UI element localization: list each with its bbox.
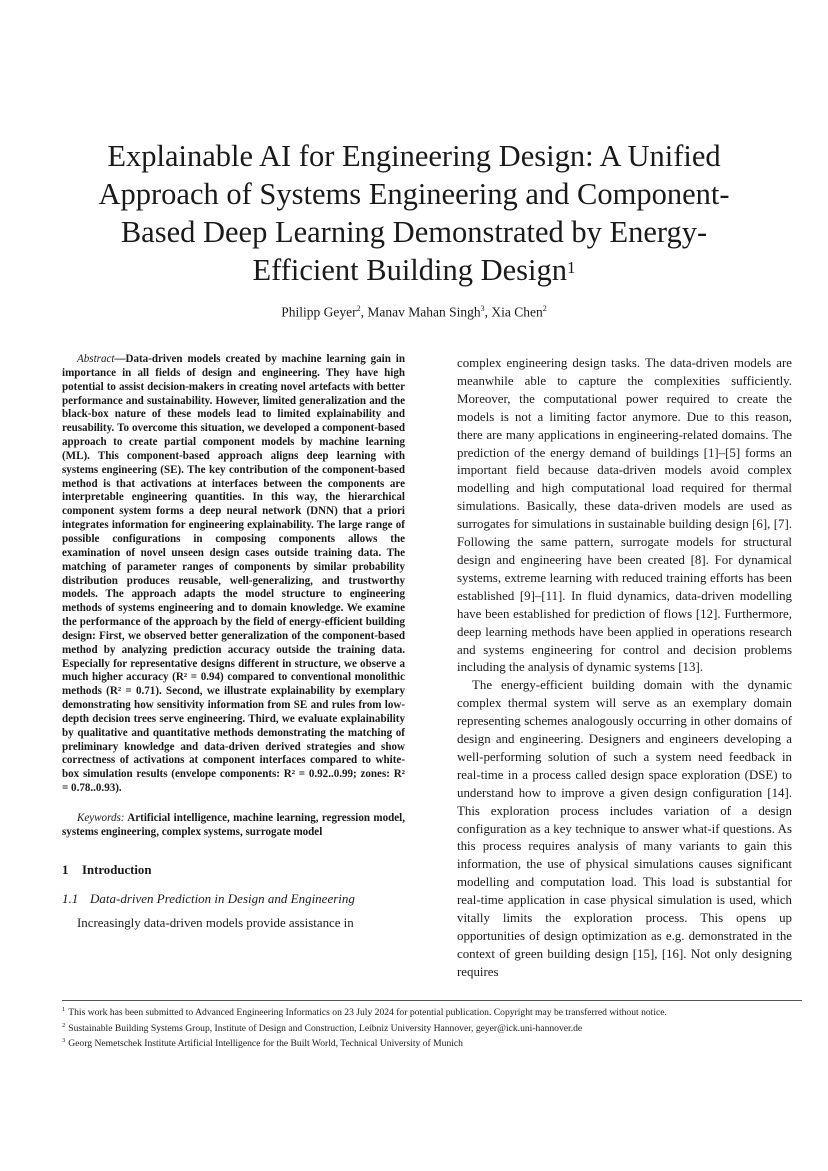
subsection-title: Data-driven Prediction in Design and Engineering [90,890,355,906]
title-line-2: Approach of Systems Engineering and Component- [98,177,730,211]
intro-paragraph-2: The energy-efficient building domain with the dynamic complex thermal system will serve as an exemplary domain representing schemes analogously occurring in other domains of design and engineering. Designers and engineers developing a well-performing solution of such a system need feedback in real-time in a process called design space exploration (DSE) to understand how to improve a given design configuration [14]. This exploration process includes variation of a design configuration as a key technique to answer what-if questions. As this process requires analysis of many variants to gain this information, the use of physical simulations causes significant modelling and computation load. This load is substantial for real-time application in case physical simulation is used, which vitally limits the exploration process. This opens up opportunities of design optimization as e.g. demonstrated in the context of green building design [15], [16]. Not only designing requires [457,678,792,979]
subsection-number: 1.1 [62,890,79,906]
intro-paragraph-continued: complex engineering design tasks. The data-driven models are meanwhile able to capture the complexities sufficiently. Moreover, the computational power required to create the models is not a limiting factor anymore. Due to this reason, there are many applications in engineering-related domains. The prediction of the energy demand of buildings [1]–[5] forms an important field because data-driven models avoid complex modelling and high computational load required for thermal simulations. Basically, these data-driven models are used as surrogates for simulations in sustainable building design [6], [7]. Following the same pattern, surrogate models for structural design and engineering have been created [8]. For dynamical systems, extreme learning with reduced training efforts has been established [9]–[11]. In fluid dynamics, data-driven modelling have been established for prediction of flows [12]. Furthermore, deep learning methods have been applied in operations research and systems engineering for control and decision problems including the analysis of dynamic systems [13]. [457,356,792,675]
left-column [62,353,405,933]
keywords-label: Keywords: [77,812,125,824]
right-column [457,355,792,982]
footnote-mark: 3 [62,1037,66,1045]
author-name: Xia Chen [491,304,543,320]
author-name: Philipp Geyer [281,304,357,320]
footnote-2 [62,1020,802,1036]
title-line-3: Based Deep Learning Demonstrated by Energy- [120,215,708,249]
footnotes [62,1000,802,1051]
paper-title [60,137,768,289]
footnote-text: Sustainable Building Systems Group, Institute of Design and Construction, Leibniz University Hannover, geyer@ick.uni-hannover.de [68,1022,583,1034]
author-list [60,300,768,322]
author-affiliation-mark: 2 [356,304,361,313]
author-separator: , [484,304,492,320]
footnote-text: This work has been submitted to Advanced Engineering Informatics on 23 July 2024 for potential publication. Copyright may be transferred without notice. [68,1007,667,1019]
abstract [62,353,405,796]
subsection-heading [62,891,405,907]
footnote-mark: 1 [62,1006,66,1013]
abstract-dash: — [114,353,126,365]
abstract-label: Abstract [77,353,115,365]
footnote-1 [62,1004,802,1020]
footnote-text: Georg Nemetschek Institute Artificial Intelligence for the Built World, Technical University of Munich [68,1038,463,1050]
title-line-1: Explainable AI for Engineering Design: A Unified [107,139,721,173]
author-separator: , [360,304,368,320]
author-affiliation-mark: 3 [480,304,485,313]
footnote-3 [62,1035,802,1051]
intro-paragraph-start: Increasingly data-driven models provide assistance in [77,915,354,930]
section-heading [62,862,405,878]
abstract-text: Data-driven models created by machine learning gain in importance in all fields of design and engineering. They have high potential to assist decision-makers in creating novel artefacts with better performance and sustainability. However, limited generalization and the black-box nature of these models lead to limited explainability and reusability. To overcome this situation, we developed a component-based approach to create partial component models by machine learning (ML). This component-based approach aligns deep learning with systems engineering (SE). The key contribution of the component-based method is that activations at interfaces between the components are interpretable engineering quantities. In this way, the hierarchical component system forms a deep neural network (DNN) that a priori integrates information for engineering explainability. The large range of possible configurations in composing components allows the examination of novel unseen design cases outside training data. The matching of parameter ranges of components by similar probability distribution produces reusable, well-generalizing, and trustworthy models. The approach adapts the model structure to engineering methods of systems engineering and to domain knowledge. We examine the performance of the approach by the field of energy-efficient building design: First, we observed better generalization of the component-based method by analyzing prediction accuracy outside the training data. Especially for representative designs different in structure, we observe a much higher accuracy (R² = 0.94) compared to conventional monolithic methods (R² = 0.71). Second, we illustrate explainability by exemplary demonstrating how sensitivity information from SE and rules from low-depth decision trees serve engineering. Third, we evaluate explainability by qualitative and quantitative methods demonstrating the matching of preliminary knowledge and data-driven derived strategies and show correctness of activations at component interfaces compared to white-box simulation results (envelope components: R² = 0.92..0.99; zones: R² = 0.78..0.93). [62,353,405,795]
keywords-text: Artificial intelligence, machine learning, regression model, systems engineering, complex systems, surrogate model [62,812,406,838]
author-name: Manav Mahan Singh [367,304,481,320]
keywords [62,812,405,840]
title-line-4: Efficient Building Design [252,253,568,287]
footnote-mark: 2 [62,1021,66,1029]
title-footnote-mark: 1 [567,258,576,277]
section-title: Introduction [82,862,152,877]
author-affiliation-mark: 2 [542,304,547,313]
section-number: 1 [62,862,69,877]
